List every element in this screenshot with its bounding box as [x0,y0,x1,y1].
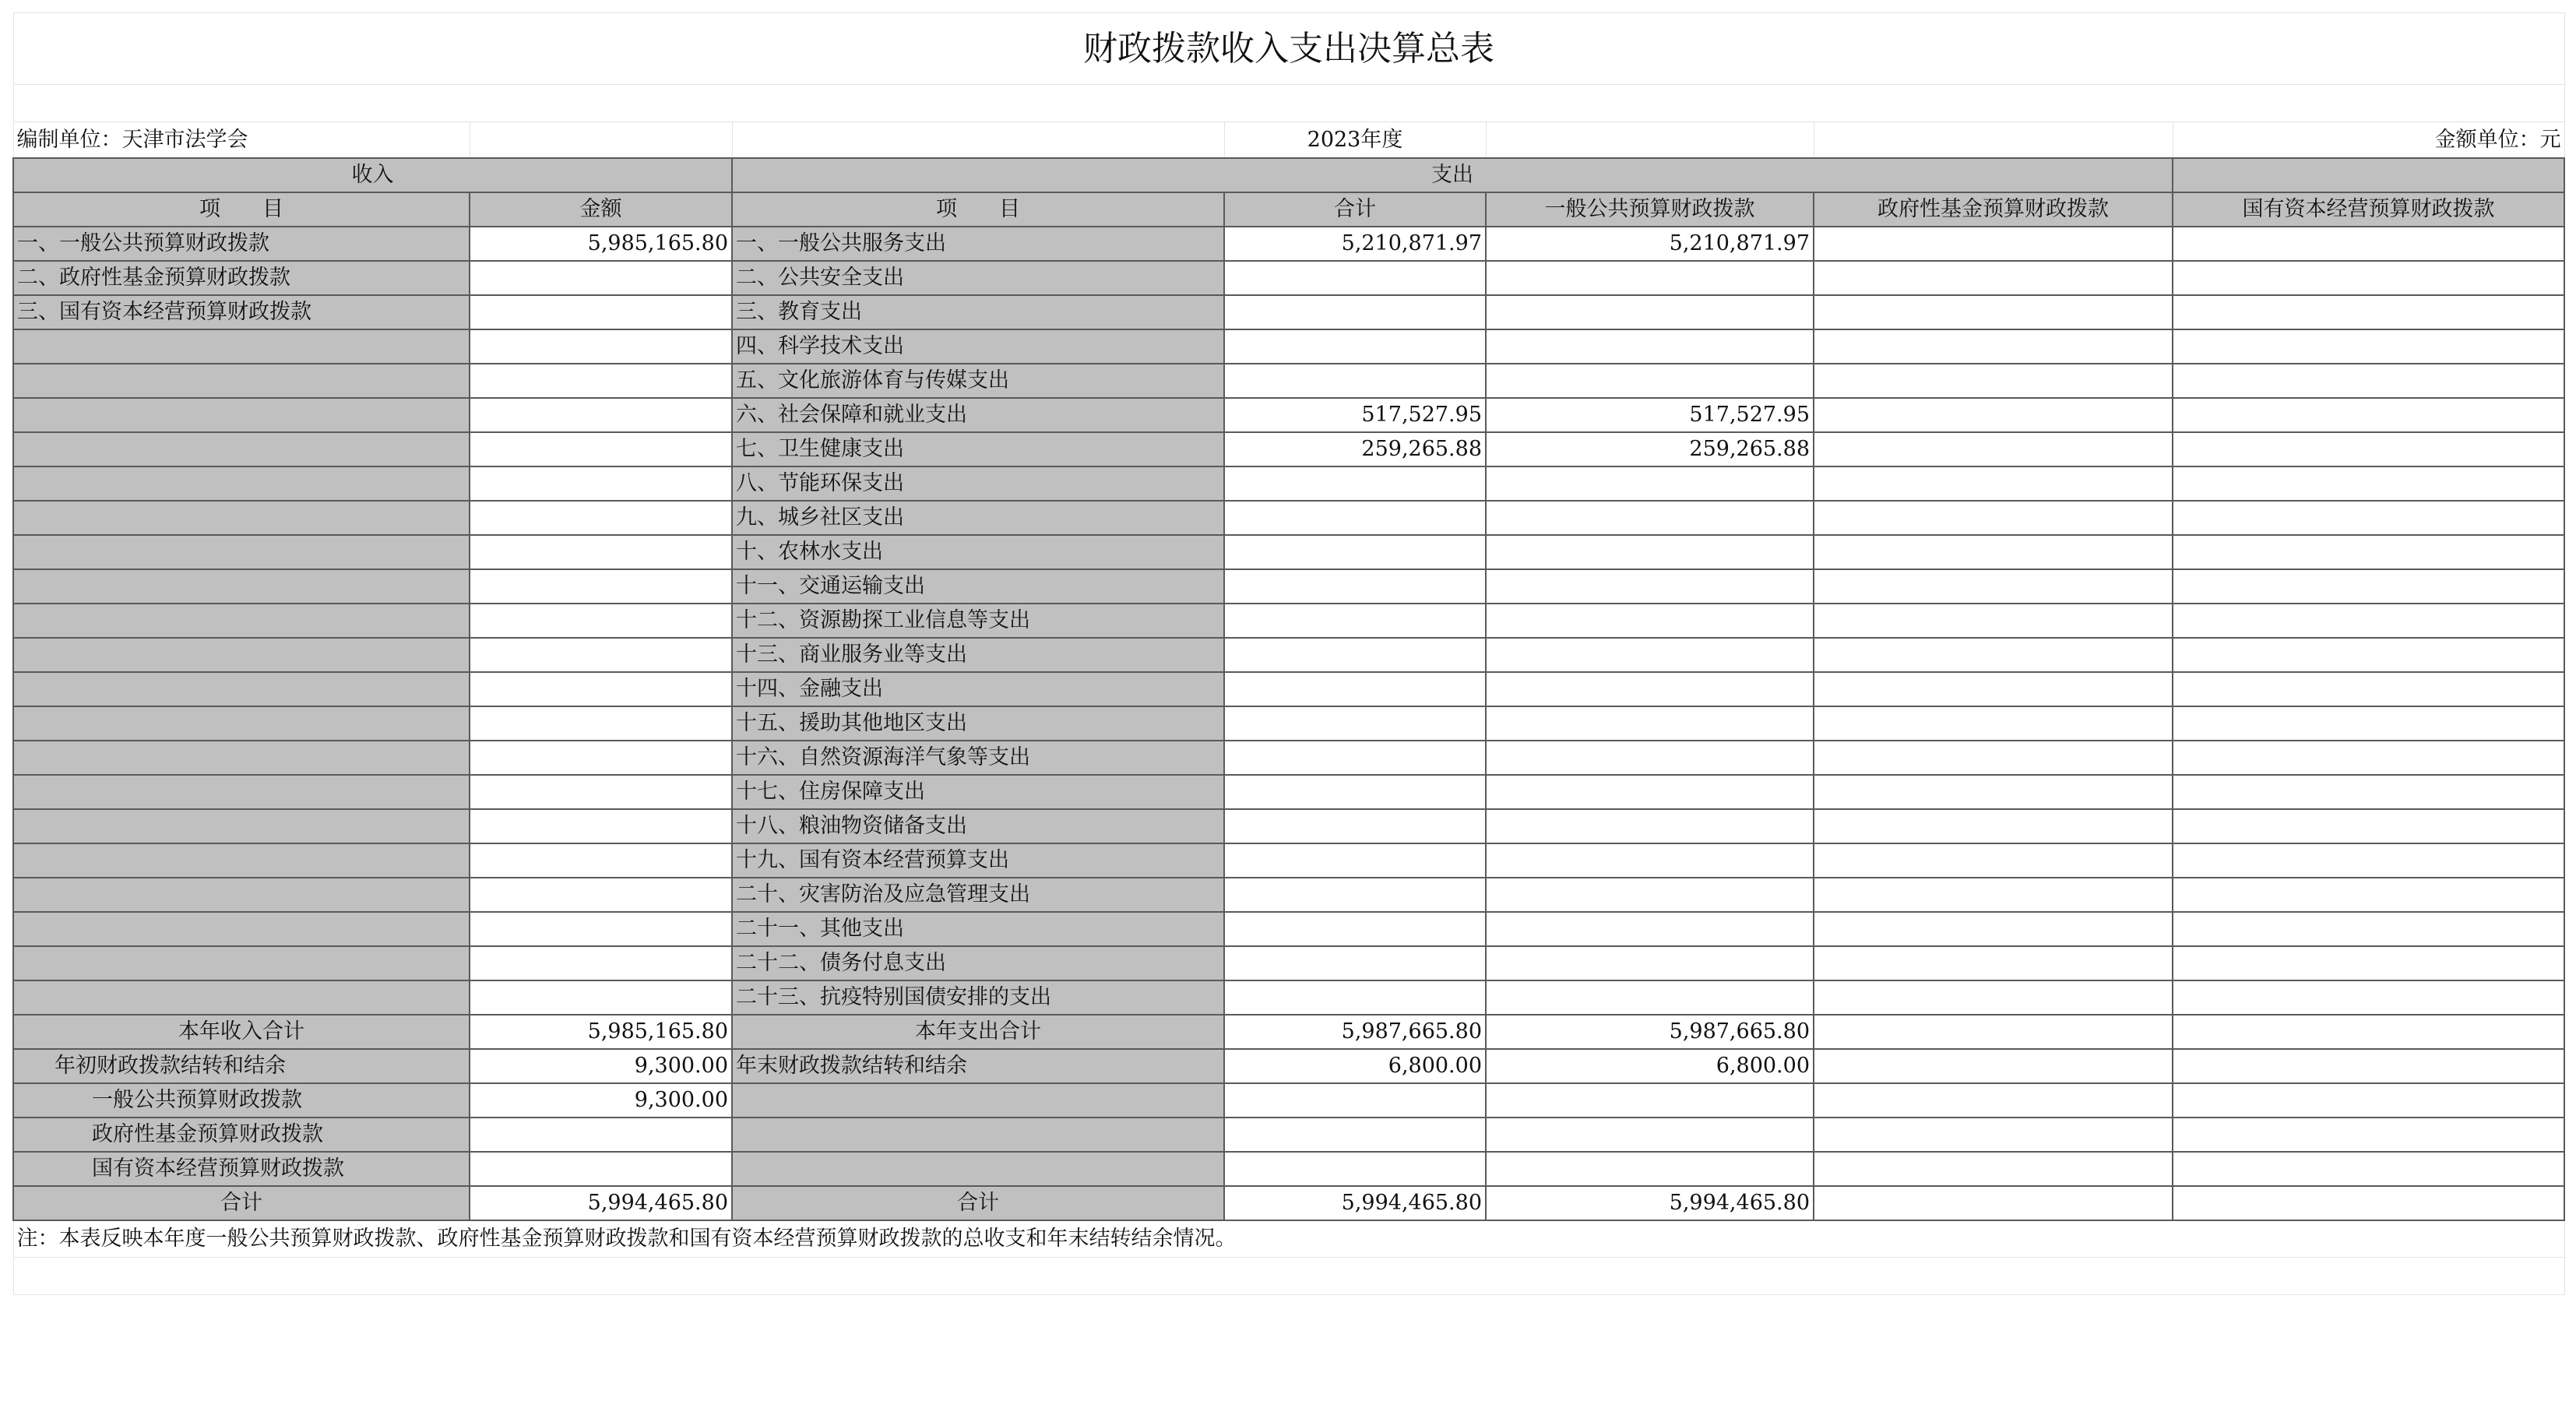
table-note: 注：本表反映本年度一般公共预算财政拨款、政府性基金预算财政拨款和国有资本经营预算财政拨款的总收支和年末结转结余情况。 [13,1220,2564,1258]
expense-general-budget: 5,210,871.97 [1486,227,1814,261]
expense-general-budget [1486,364,1814,398]
carry-over-row [13,1049,2564,1083]
income-amount [470,980,732,1015]
expense-total [1224,261,1486,295]
table-row [13,741,2564,775]
income-item [13,741,470,775]
income-item [13,912,470,946]
expense-state-capital [2173,946,2564,980]
state-capital-header: 国有资本经营预算财政拨款 [2173,192,2564,227]
column-header-row [13,192,2564,227]
table-row [13,295,2564,329]
expense-total [1224,295,1486,329]
year-expense-total-label: 本年支出合计 [732,1015,1224,1049]
year-expense-capital [2173,1015,2564,1049]
grand-expense-total: 5,994,465.80 [1224,1186,1486,1220]
expense-total [1224,501,1486,535]
carry-sub-row [13,1118,2564,1152]
grand-total-row [13,1186,2564,1220]
income-item [13,604,470,638]
expense-gov-fund [1814,843,2173,878]
expense-general-budget [1486,329,1814,364]
income-item [13,569,470,604]
expense-state-capital [2173,295,2564,329]
expense-gov-fund [1814,809,2173,843]
income-item [13,466,470,501]
opening-carry-amount: 9,300.00 [470,1049,732,1083]
expense-state-capital [2173,535,2564,569]
expense-state-capital [2173,329,2564,364]
expense-section-header: 支出 [732,158,2173,192]
carry-sub-amount [470,1118,732,1152]
income-item [13,775,470,809]
income-amount [470,946,732,980]
expense-general-budget [1486,878,1814,912]
expense-item: 十二、资源勘探工业信息等支出 [732,604,1224,638]
income-amount [470,398,732,432]
expense-gov-fund [1814,878,2173,912]
empty-cell [2173,1083,2564,1118]
table-row [13,569,2564,604]
expense-total [1224,843,1486,878]
expense-general-budget [1486,946,1814,980]
income-section-header: 收入 [13,158,732,192]
income-item: 三、国有资本经营预算财政拨款 [13,295,470,329]
expense-gov-fund [1814,706,2173,741]
expense-state-capital [2173,912,2564,946]
empty-cell [732,1083,1224,1118]
income-item [13,878,470,912]
grand-expense-fund [1814,1186,2173,1220]
expense-total: 259,265.88 [1224,432,1486,466]
table-row [13,706,2564,741]
expense-item-header: 项 目 [732,192,1224,227]
table-row [13,672,2564,706]
income-item [13,364,470,398]
header-empty-cell [2173,158,2564,192]
spacer-cell [13,85,2564,122]
expense-total [1224,638,1486,672]
income-amount [470,878,732,912]
expense-total [1224,809,1486,843]
expense-state-capital [2173,809,2564,843]
closing-carry-capital [2173,1049,2564,1083]
carry-sub-label: 政府性基金预算财政拨款 [13,1118,470,1152]
table-row [13,535,2564,569]
income-amount [470,329,732,364]
expense-state-capital [2173,741,2564,775]
income-item [13,329,470,364]
income-amount [470,809,732,843]
meta-empty-cell [732,122,1224,158]
tail-row [13,1258,2564,1295]
report-title: 财政拨款收入支出决算总表 [13,13,2564,85]
empty-cell [732,1152,1224,1186]
income-item [13,672,470,706]
expense-item: 十七、住房保障支出 [732,775,1224,809]
year-expense-fund [1814,1015,2173,1049]
expense-state-capital [2173,604,2564,638]
meta-empty-cell [1814,122,2173,158]
expense-item: 二十三、抗疫特别国债安排的支出 [732,980,1224,1015]
expense-total [1224,878,1486,912]
expense-item: 十八、粮油物资储备支出 [732,809,1224,843]
table-row [13,809,2564,843]
expense-gov-fund [1814,261,2173,295]
expense-gov-fund [1814,295,2173,329]
year-expense-general: 5,987,665.80 [1486,1015,1814,1049]
income-item [13,432,470,466]
empty-cell [2173,1152,2564,1186]
income-item: 一、一般公共预算财政拨款 [13,227,470,261]
income-amount: 5,985,165.80 [470,227,732,261]
expense-gov-fund [1814,775,2173,809]
expense-total [1224,569,1486,604]
expense-gov-fund [1814,604,2173,638]
income-amount [470,843,732,878]
expense-general-budget [1486,980,1814,1015]
expense-general-budget [1486,706,1814,741]
income-amount [470,501,732,535]
expense-item: 十四、金融支出 [732,672,1224,706]
income-item [13,398,470,432]
year-total-row [13,1015,2564,1049]
table-row [13,843,2564,878]
income-amount [470,604,732,638]
gov-fund-header: 政府性基金预算财政拨款 [1814,192,2173,227]
expense-item: 七、卫生健康支出 [732,432,1224,466]
expense-general-budget [1486,775,1814,809]
year-income-total-amount: 5,985,165.80 [470,1015,732,1049]
grand-income-label: 合计 [13,1186,470,1220]
expense-state-capital [2173,227,2564,261]
table-row [13,980,2564,1015]
expense-general-budget [1486,604,1814,638]
expense-state-capital [2173,364,2564,398]
income-amount [470,432,732,466]
expense-total [1224,706,1486,741]
grand-income-amount: 5,994,465.80 [470,1186,732,1220]
income-item-header: 项 目 [13,192,470,227]
compiling-unit: 编制单位：天津市法学会 [13,122,470,158]
expense-total [1224,364,1486,398]
expense-item: 五、文化旅游体育与传媒支出 [732,364,1224,398]
expense-item: 二十一、其他支出 [732,912,1224,946]
expense-state-capital [2173,980,2564,1015]
table-row [13,878,2564,912]
expense-gov-fund [1814,946,2173,980]
empty-cell [1814,1083,2173,1118]
expense-item: 四、科学技术支出 [732,329,1224,364]
expense-gov-fund [1814,329,2173,364]
expense-general-budget [1486,535,1814,569]
income-item: 二、政府性基金预算财政拨款 [13,261,470,295]
closing-carry-total: 6,800.00 [1224,1049,1486,1083]
fiscal-year: 2023年度 [1224,122,1486,158]
expense-total [1224,980,1486,1015]
carry-sub-label: 国有资本经营预算财政拨款 [13,1152,470,1186]
carry-sub-row [13,1152,2564,1186]
expense-state-capital [2173,672,2564,706]
income-item [13,638,470,672]
expense-general-budget [1486,672,1814,706]
meta-row [13,122,2564,158]
table-row [13,466,2564,501]
income-item [13,501,470,535]
empty-cell [1224,1152,1486,1186]
table-row [13,775,2564,809]
empty-cell [1486,1083,1814,1118]
table-row [13,638,2564,672]
expense-item: 一、一般公共服务支出 [732,227,1224,261]
expense-general-budget: 259,265.88 [1486,432,1814,466]
expense-state-capital [2173,501,2564,535]
expense-general-budget [1486,295,1814,329]
table-row [13,912,2564,946]
expense-general-budget [1486,843,1814,878]
table-row [13,329,2564,364]
expense-gov-fund [1814,569,2173,604]
expense-item: 十六、自然资源海洋气象等支出 [732,741,1224,775]
income-amount [470,295,732,329]
meta-empty-cell [1486,122,1814,158]
table-row [13,501,2564,535]
spacer-cell [13,1258,2564,1295]
expense-gov-fund [1814,980,2173,1015]
expense-gov-fund [1814,501,2173,535]
empty-cell [1814,1118,2173,1152]
income-amount [470,912,732,946]
expense-gov-fund [1814,741,2173,775]
income-amount [470,638,732,672]
income-amount [470,261,732,295]
expense-item: 十一、交通运输支出 [732,569,1224,604]
expense-item: 十五、援助其他地区支出 [732,706,1224,741]
expense-state-capital [2173,638,2564,672]
income-amount [470,775,732,809]
expense-gov-fund [1814,398,2173,432]
income-amount [470,569,732,604]
expense-item: 六、社会保障和就业支出 [732,398,1224,432]
expense-state-capital [2173,775,2564,809]
expense-item: 二、公共安全支出 [732,261,1224,295]
closing-carry-general: 6,800.00 [1486,1049,1814,1083]
expense-state-capital [2173,569,2564,604]
year-income-total-label: 本年收入合计 [13,1015,470,1049]
expense-total [1224,329,1486,364]
section-header-row [13,158,2564,192]
expense-gov-fund [1814,672,2173,706]
expense-gov-fund [1814,535,2173,569]
expense-item: 九、城乡社区支出 [732,501,1224,535]
income-item [13,809,470,843]
table-row [13,227,2564,261]
final-accounts-table [12,12,2565,1295]
income-item [13,535,470,569]
expense-general-budget [1486,501,1814,535]
expense-item: 二十二、债务付息支出 [732,946,1224,980]
expense-gov-fund [1814,638,2173,672]
expense-total [1224,466,1486,501]
expense-gov-fund [1814,912,2173,946]
income-amount [470,535,732,569]
expense-item: 二十、灾害防治及应急管理支出 [732,878,1224,912]
empty-cell [2173,1118,2564,1152]
expense-total [1224,535,1486,569]
expense-item: 八、节能环保支出 [732,466,1224,501]
expense-gov-fund [1814,227,2173,261]
income-amount [470,672,732,706]
spacer-row [13,85,2564,122]
income-item [13,980,470,1015]
year-expense-total: 5,987,665.80 [1224,1015,1486,1049]
income-amount [470,364,732,398]
expense-item: 十、农林水支出 [732,535,1224,569]
expense-item: 十三、商业服务业等支出 [732,638,1224,672]
expense-total [1224,672,1486,706]
empty-cell [732,1118,1224,1152]
table-row [13,432,2564,466]
expense-item: 三、教育支出 [732,295,1224,329]
income-item [13,843,470,878]
empty-cell [1224,1118,1486,1152]
expense-state-capital [2173,432,2564,466]
income-amount [470,466,732,501]
expense-total [1224,946,1486,980]
opening-carry-label: 年初财政拨款结转和结余 [13,1049,470,1083]
expense-total [1224,775,1486,809]
expense-total [1224,604,1486,638]
expense-total [1224,912,1486,946]
report-sheet [12,12,2564,1295]
table-row [13,261,2564,295]
empty-cell [1814,1152,2173,1186]
table-row [13,398,2564,432]
carry-sub-amount [470,1152,732,1186]
expense-general-budget [1486,638,1814,672]
expense-gov-fund [1814,364,2173,398]
expense-item: 十九、国有资本经营预算支出 [732,843,1224,878]
expense-general-budget [1486,912,1814,946]
expense-total: 517,527.95 [1224,398,1486,432]
table-row [13,364,2564,398]
income-item [13,946,470,980]
expense-state-capital [2173,466,2564,501]
grand-expense-label: 合计 [732,1186,1224,1220]
income-item [13,706,470,741]
title-row [13,13,2564,85]
expense-general-budget [1486,569,1814,604]
table-row [13,946,2564,980]
expense-gov-fund [1814,432,2173,466]
expense-general-budget [1486,741,1814,775]
grand-expense-capital [2173,1186,2564,1220]
expense-state-capital [2173,843,2564,878]
income-amount-header: 金额 [470,192,732,227]
note-row [13,1220,2564,1258]
carry-sub-label: 一般公共预算财政拨款 [13,1083,470,1118]
meta-empty-cell [470,122,732,158]
expense-gov-fund [1814,466,2173,501]
general-budget-header: 一般公共预算财政拨款 [1486,192,1814,227]
expense-total: 5,210,871.97 [1224,227,1486,261]
amount-unit: 金额单位：元 [2173,122,2564,158]
expense-state-capital [2173,398,2564,432]
table-row [13,604,2564,638]
expense-general-budget [1486,261,1814,295]
empty-cell [1486,1118,1814,1152]
empty-cell [1224,1083,1486,1118]
income-amount [470,741,732,775]
closing-carry-fund [1814,1049,2173,1083]
expense-state-capital [2173,706,2564,741]
expense-total [1224,741,1486,775]
carry-sub-row [13,1083,2564,1118]
income-amount [470,706,732,741]
closing-carry-label: 年末财政拨款结转和结余 [732,1049,1224,1083]
carry-sub-amount: 9,300.00 [470,1083,732,1118]
expense-state-capital [2173,261,2564,295]
expense-state-capital [2173,878,2564,912]
total-header: 合计 [1224,192,1486,227]
grand-expense-general: 5,994,465.80 [1486,1186,1814,1220]
expense-general-budget: 517,527.95 [1486,398,1814,432]
empty-cell [1486,1152,1814,1186]
expense-general-budget [1486,809,1814,843]
expense-general-budget [1486,466,1814,501]
